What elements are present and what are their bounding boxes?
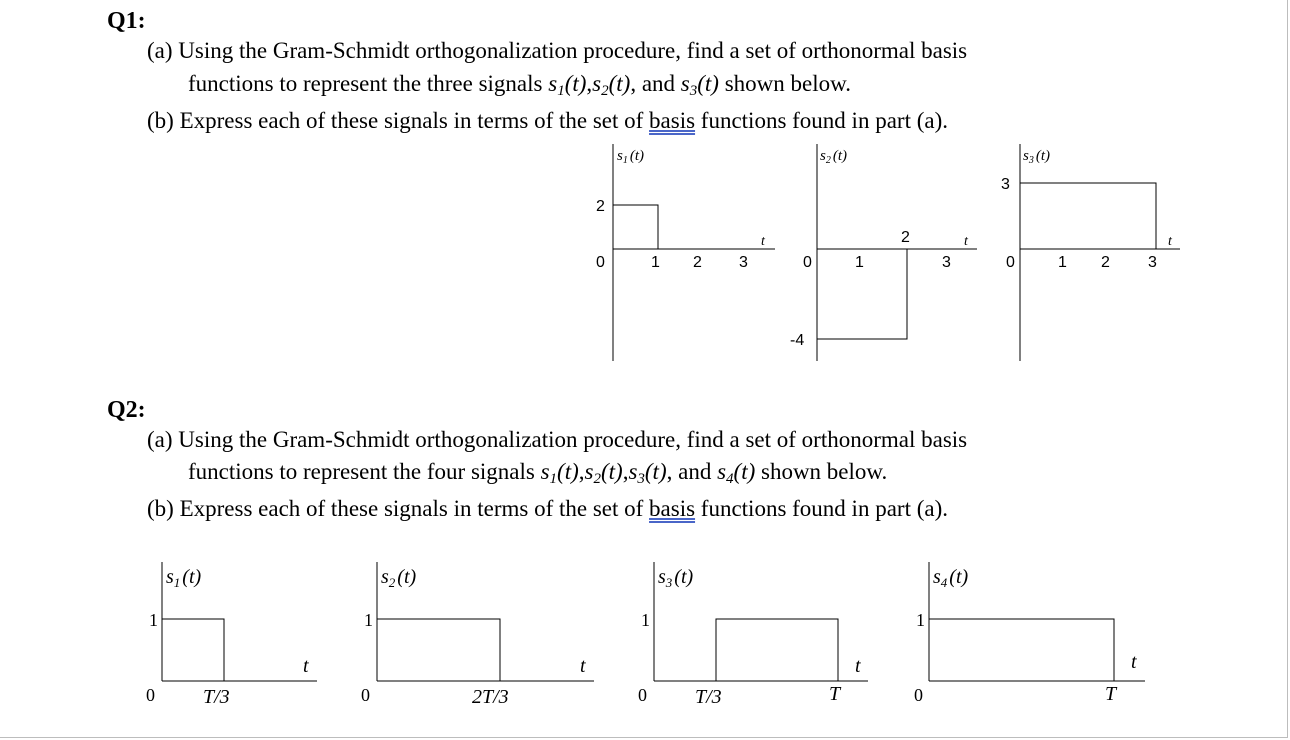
q2-p1-waveform xyxy=(162,619,224,681)
q1-p3-tick2: 2 xyxy=(1101,254,1110,271)
q2-p4-tick-b: T xyxy=(1105,683,1117,705)
q1-a-suffix: shown below. xyxy=(724,71,851,96)
q2-p3-tlabel: t xyxy=(855,655,861,677)
q2-p3-ylabel: $s_3$ (t) xyxy=(658,566,694,590)
q1-a-label: (a) xyxy=(147,38,173,63)
q2-a-text1: Using the Gram-Schmidt orthogonalization procedure, find a set of orthonormal basis xyxy=(178,427,968,452)
q2-p2-zero: 0 xyxy=(361,685,370,705)
q2-signal-s4: $s_4(t)$ xyxy=(717,459,756,487)
q2-p3-zero: 0 xyxy=(638,685,647,705)
q1-p2-tick2: 2 xyxy=(901,229,910,246)
q2-p3-amp: 1 xyxy=(641,610,650,630)
q2-p2-ylabel: $s_2$ (t) xyxy=(381,566,417,590)
q1-a-text1: Using the Gram-Schmidt orthogonalization procedure, find a set of orthonormal basis xyxy=(178,38,968,63)
q2-signal-s1: $s_1(t)$ xyxy=(540,459,579,487)
q2-part-a-line2: functions to represent the four signals $s_1(t),s_2(t),s_3(t)$, and $s_4(t)$ shown below. xyxy=(188,459,888,487)
q1-title: Q1: xyxy=(107,8,146,34)
q2-p1-amp: 1 xyxy=(149,610,158,630)
q2-p2-amp: 1 xyxy=(364,610,373,630)
q1-plot1 xyxy=(613,144,775,361)
q1-p1-amp: 2 xyxy=(596,198,605,215)
q2-title: Q2: xyxy=(107,397,146,423)
q2-p3-tick-a: T/3 xyxy=(695,686,722,708)
q1-signal-s1: $s_1(t)$ xyxy=(548,71,587,99)
q2-a-suffix: shown below. xyxy=(761,459,888,484)
q1-p2-tick1: 1 xyxy=(855,254,864,271)
q1-b-prefix: Express each of these signals in terms of the set of xyxy=(179,108,644,133)
q1-p3-ylabel: $s_3$ (t) xyxy=(1023,148,1051,166)
q1-signal-s2: $s_2(t)$ xyxy=(592,71,631,99)
q1-signal-s3: $s_3(t)$ xyxy=(680,71,719,99)
q1-p2-tlabel: t xyxy=(964,234,968,249)
q2-p1-ylabel: $s_1$ (t) xyxy=(166,566,202,590)
q1-p3-tick3: 3 xyxy=(1148,254,1157,271)
q2-p4-tlabel: t xyxy=(1131,651,1137,673)
q2-p3-waveform xyxy=(716,619,838,681)
q1-part-a-line2: functions to represent the three signals $s_1(t),s_2(t)$, and $s_3(t)$ shown below. xyxy=(188,71,851,99)
q1-p1-ylabel: $s_1$ (t) xyxy=(617,148,645,166)
q1-p2-tick3: 3 xyxy=(942,254,951,271)
q2-a-label: (a) xyxy=(147,427,173,452)
q2-signal-s3: $s_3(t)$ xyxy=(628,459,667,487)
q1-p3-waveform xyxy=(1020,183,1156,249)
q2-p1-zero: 0 xyxy=(146,685,155,705)
q2-b-basis-word: basis xyxy=(649,496,696,521)
q2-p4-waveform xyxy=(929,619,1114,681)
q1-p1-zero: 0 xyxy=(596,254,605,271)
q1-p1-tick1: 1 xyxy=(651,254,660,271)
q2-p4-zero: 0 xyxy=(914,685,923,705)
q1-p1-tlabel: t xyxy=(761,234,765,249)
q2-b-prefix: Express each of these signals in terms of the set of xyxy=(179,496,644,521)
q2-p4-ylabel: $s_4$ (t) xyxy=(933,566,969,590)
q2-p4-amp: 1 xyxy=(916,610,925,630)
q2-p1-tlabel: t xyxy=(303,655,309,677)
q2-p3-tick-b: T xyxy=(829,683,841,705)
q2-signal-s2: $s_2(t)$ xyxy=(584,459,623,487)
q1-b-basis-word: basis xyxy=(649,108,696,133)
q1-p1-waveform xyxy=(613,205,658,249)
q1-a-text2: functions to represent the three signals xyxy=(188,71,543,96)
q1-p2-zero: 0 xyxy=(803,254,812,271)
q1-p3-zero: 0 xyxy=(1006,254,1015,271)
q1-b-label: (b) xyxy=(147,108,174,133)
q1-b-suffix: functions found in part (a). xyxy=(700,108,948,133)
q1-plot2 xyxy=(817,144,977,361)
q1-p1-tick2: 2 xyxy=(693,254,702,271)
q2-b-label: (b) xyxy=(147,496,174,521)
q2-p1-tick-a: T/3 xyxy=(203,686,230,708)
q1-p3-amp: 3 xyxy=(1001,176,1010,193)
q1-p3-tick1: 1 xyxy=(1058,254,1067,271)
q1-p2-ylabel: $s_2$ (t) xyxy=(820,148,848,166)
q2-a-text2: functions to represent the four signals xyxy=(188,459,535,484)
q1-p3-tlabel: t xyxy=(1168,234,1172,249)
q1-plot3 xyxy=(1020,144,1180,361)
q2-p2-tick-a: 2T/3 xyxy=(472,686,509,708)
q1-p2-amp: -4 xyxy=(790,332,805,349)
q1-p1-tick3: 3 xyxy=(739,254,748,271)
q2-p2-tlabel: t xyxy=(580,655,586,677)
q2-b-suffix: functions found in part (a). xyxy=(700,496,948,521)
q2-p2-waveform xyxy=(377,619,500,681)
